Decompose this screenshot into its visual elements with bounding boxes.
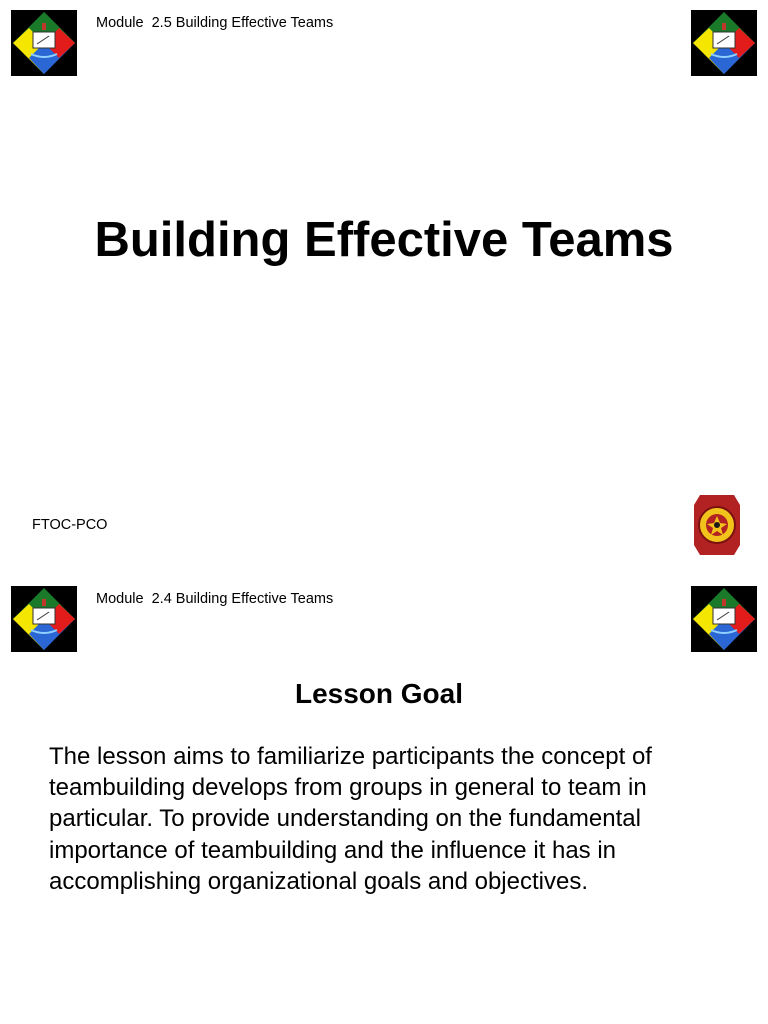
module-header: Module 2.4 Building Effective Teams bbox=[96, 591, 334, 607]
footer-organization: FTOC-PCO bbox=[32, 517, 108, 533]
slide-title: Building Effective Teams bbox=[94, 213, 674, 267]
diamond-emblem-icon bbox=[11, 10, 77, 76]
lesson-goal-slide bbox=[0, 576, 768, 1024]
lesson-goal-text: The lesson aims to familiarize participants the concept of teambuilding develops from groups in general to team in particular. To provide understanding on the fundamental importance of teambuilding and the influence it has in accomplishing organizational goals and objectives. bbox=[49, 743, 652, 895]
diamond-emblem-icon bbox=[691, 10, 757, 76]
lesson-goal-heading: Lesson Goal bbox=[294, 678, 464, 709]
module-header: Module 2.5 Building Effective Teams bbox=[96, 15, 334, 31]
diamond-emblem-icon bbox=[11, 586, 77, 652]
diamond-emblem-icon bbox=[691, 586, 757, 652]
pnp-seal-icon bbox=[692, 493, 742, 557]
